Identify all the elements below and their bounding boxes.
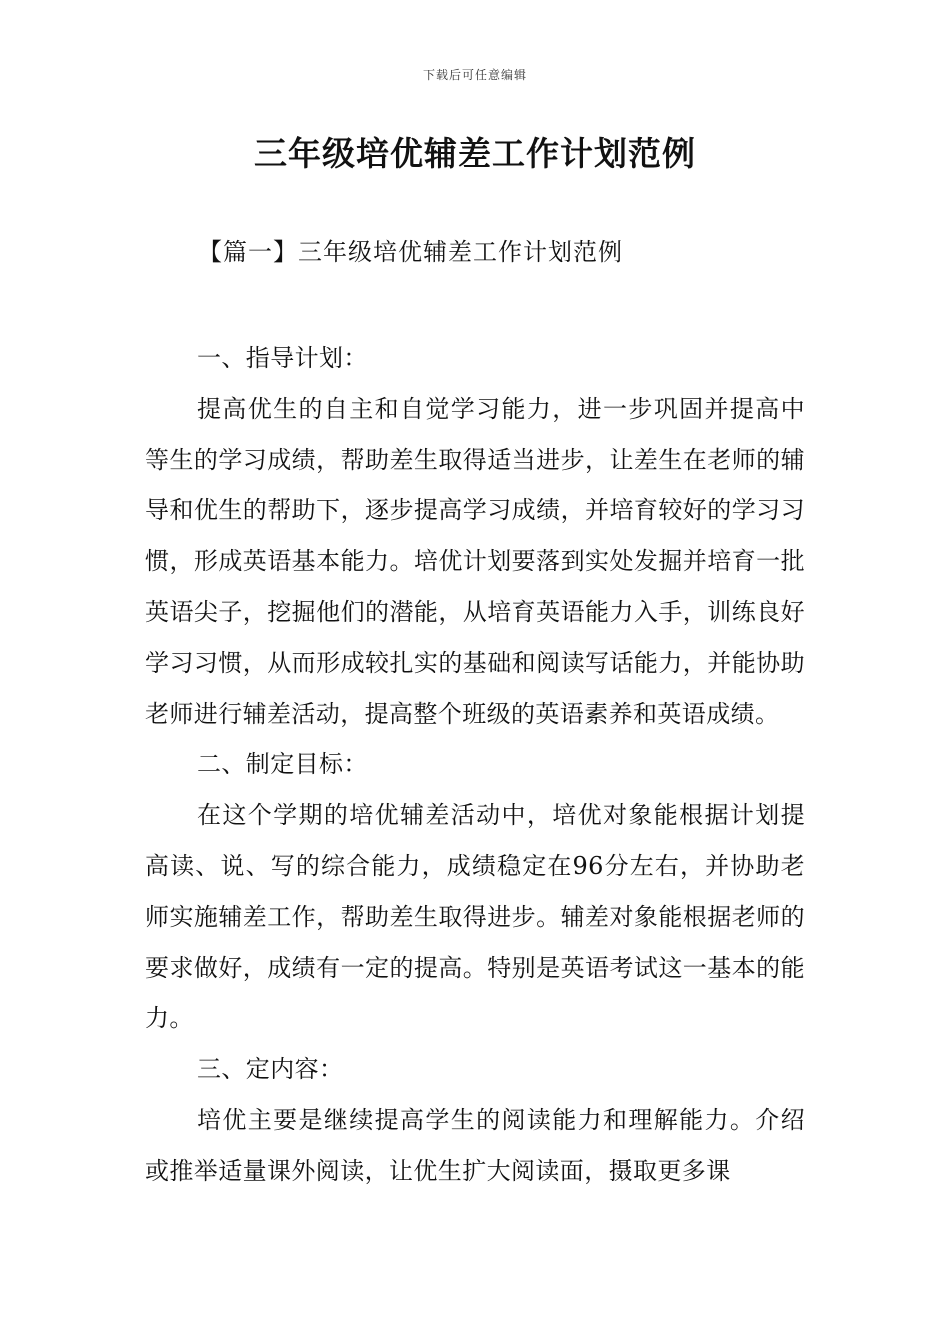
document-body — [145, 333, 805, 1197]
section-paragraph-guidance: 提高优生的自主和自觉学习能力，进一步巩固并提高中等生的学习成绩，帮助差生取得适当进步，让差生在老师的辅导和优生的帮助下，逐步提高学习成绩，并培育较好的学习习惯，形成英语基本能力。培优计划要落到实处发掘并培育一批英语尖子，挖掘他们的潜能，从培育英语能力入手，训练良好学习习惯，从而形成较扎实的基础和阅读写话能力，并能协助老师进行辅差活动，提高整个班级的英语素养和英语成绩。 — [145, 394, 805, 728]
section-heading-content: 三、定内容： — [197, 1055, 344, 1084]
section-paragraph-content: 培优主要是继续提高学生的阅读能力和理解能力。介绍或推举适量课外阅读，让优生扩大阅读面，摄取更多课 — [145, 1105, 805, 1185]
section-heading-goals: 二、制定目标： — [197, 750, 368, 779]
section-paragraph-goals: 在这个学期的培优辅差活动中，培优对象能根据计划提高读、说、写的综合能力，成绩稳定在96分左右，并协助老师实施辅差工作，帮助差生取得进步。辅差对象能根据老师的要求做好，成绩有一定的提高。特别是英语考试这一基本的能力。 — [145, 801, 805, 1033]
document-subtitle: 【篇一】三年级培优辅差工作计划范例 — [198, 238, 623, 266]
section-heading-guidance: 一、指导计划： — [197, 344, 368, 372]
document-title: 三年级培优辅差工作计划范例 — [254, 134, 696, 173]
header-note: 下载后可任意编辑 — [422, 68, 527, 82]
